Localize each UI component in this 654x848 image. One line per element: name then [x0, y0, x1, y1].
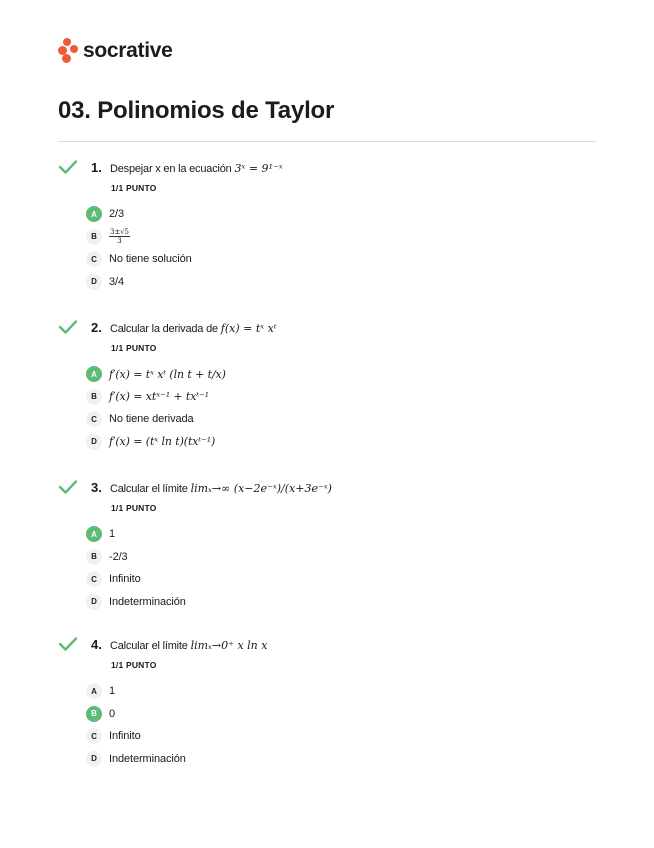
question-text: Despejar x en la ecuación 3ˣ = 9¹⁻ˣ [110, 162, 283, 175]
answer-option-d [86, 748, 186, 771]
question-number: 2. [91, 320, 102, 335]
answer-option-a [86, 363, 226, 386]
question-number: 4. [91, 637, 102, 652]
answer-option-d [86, 271, 192, 294]
question-1 [58, 159, 598, 288]
answer-text: f′(x) = (tˣ ln t)(txᵗ⁻¹) [109, 435, 216, 449]
answer-letter: B [86, 549, 102, 565]
check-icon [58, 159, 78, 175]
socrative-logo-icon [58, 38, 78, 64]
answer-text: 0 [109, 707, 116, 720]
question-number: 3. [91, 480, 102, 495]
page-title: 03. Polinomios de Taylor [58, 97, 335, 124]
answer-option-b [86, 703, 186, 726]
answer-text: -2/3 [109, 550, 128, 563]
question-points: 1/1 PUNTO [111, 183, 157, 193]
answer-option-b [86, 386, 226, 409]
socrative-logo [58, 38, 173, 64]
answer-text: Indeterminación [109, 752, 186, 765]
title-divider [58, 141, 596, 142]
answer-option-d [86, 591, 186, 614]
answer-option-c [86, 568, 186, 591]
question-2 [58, 319, 598, 449]
answer-letter: B [86, 389, 102, 405]
answer-option-d [86, 431, 226, 454]
answer-letter: A [86, 206, 102, 222]
answer-letter: B [86, 706, 102, 722]
question-math: limₓ→∞ (x−2e⁻ˣ)/(x+3e⁻ˣ) [190, 482, 332, 495]
question-text: Calcular el límite limₓ→∞ (x−2e⁻ˣ)/(x+3e⁻ˣ) [110, 482, 332, 495]
answer-text: 1 [109, 528, 116, 541]
question-4 [58, 636, 598, 765]
check-icon [58, 479, 78, 495]
check-icon [58, 636, 78, 652]
answer-text [109, 228, 130, 245]
answer-text: f′(x) = tˣ xᵗ (ln t + t/x) [109, 367, 226, 381]
answer-fraction: $\frac{3\pm√5}{3}$ [110, 228, 129, 246]
answer-text: 3/4 [109, 275, 124, 288]
answer-option-a [86, 523, 186, 546]
answer-text: No tiene derivada [109, 413, 194, 426]
question-points: 1/1 PUNTO [111, 660, 157, 670]
brand-name: socrative [83, 39, 173, 62]
answer-option-a [86, 680, 186, 703]
question-math: limₓ→0⁺ x ln x [190, 639, 268, 652]
answer-letter: D [86, 751, 102, 767]
answer-option-b [86, 546, 186, 569]
question-text: Calcular el límite limₓ→0⁺ x ln x [110, 639, 268, 652]
answer-letter: A [86, 366, 102, 382]
answer-letter: D [86, 434, 102, 450]
answer-option-c [86, 408, 226, 431]
answer-text: Infinito [109, 573, 141, 586]
answer-list [86, 523, 186, 613]
question-math: 3ˣ = 9¹⁻ˣ [234, 162, 283, 175]
answer-letter: C [86, 251, 102, 267]
answer-letter: C [86, 728, 102, 744]
answer-option-c [86, 248, 192, 271]
answer-text: 1 [109, 685, 116, 698]
question-3 [58, 479, 598, 608]
answer-option-a [86, 203, 192, 226]
answer-letter: B [86, 229, 102, 245]
question-text: Calcular la derivada de f(x) = tˣ xᵗ [110, 322, 277, 335]
answer-list [86, 680, 186, 770]
answer-text: 2/3 [109, 208, 124, 221]
answer-option-c [86, 725, 186, 748]
answer-option-b [86, 226, 192, 249]
answer-letter: D [86, 594, 102, 610]
answer-letter: A [86, 683, 102, 699]
answer-text: Infinito [109, 730, 141, 743]
question-points: 1/1 PUNTO [111, 343, 157, 353]
answer-letter: D [86, 274, 102, 290]
answer-letter: C [86, 571, 102, 587]
answer-text: f′(x) = xtˣ⁻¹ + txᵗ⁻¹ [109, 390, 209, 404]
answer-letter: C [86, 411, 102, 427]
answer-text: Indeterminación [109, 595, 186, 608]
answer-list [86, 203, 192, 293]
question-math: f(x) = tˣ xᵗ [220, 322, 277, 335]
question-points: 1/1 PUNTO [111, 503, 157, 513]
question-number: 1. [91, 160, 102, 175]
check-icon [58, 319, 78, 335]
answer-list [86, 363, 226, 453]
answer-letter: A [86, 526, 102, 542]
answer-text: No tiene solución [109, 253, 192, 266]
